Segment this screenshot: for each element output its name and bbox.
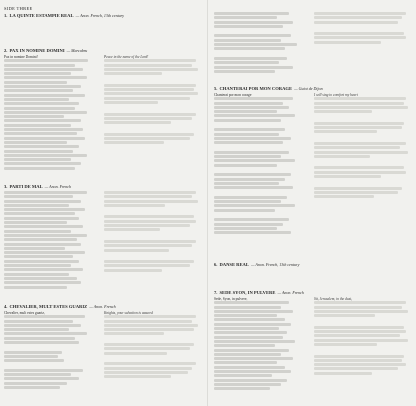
track-2 xyxy=(4,48,200,171)
track-1 xyxy=(4,13,200,18)
track-title: DANSE REAL xyxy=(219,262,249,267)
track-title: LA QUINTE ESTAMPIE REAL xyxy=(9,13,74,18)
translation-text xyxy=(314,297,410,392)
original-text xyxy=(214,93,310,236)
track-heading xyxy=(4,184,200,189)
track-4 xyxy=(4,304,200,390)
track-7 xyxy=(214,290,410,392)
lyric-line: Pax in nomine Domini! xyxy=(4,55,38,59)
track-credit: — Anon. French, 13th century xyxy=(250,262,300,267)
translation-line: Peace in the name of the Lord! xyxy=(104,55,149,59)
page-fold xyxy=(207,0,208,406)
lyrics-block xyxy=(4,55,200,171)
track-heading xyxy=(4,304,200,309)
track-number: 1. xyxy=(4,13,8,18)
track-title: CHANTERAI POR MON CORAGE xyxy=(219,86,293,91)
lyric-line: Chevalier, mult estes guariz, xyxy=(4,311,45,315)
original-text xyxy=(214,297,310,392)
lyrics-block xyxy=(4,191,200,290)
translation-line: I will sing to comfort my heart xyxy=(314,93,358,97)
translation-text xyxy=(104,191,200,290)
track-heading xyxy=(4,48,200,53)
track-title: PARTI DE MAL xyxy=(9,184,43,189)
track-number: 5. xyxy=(214,86,218,91)
translation-line: Knights, your salvation is assured xyxy=(104,311,153,315)
translation-text xyxy=(314,93,410,236)
original-text xyxy=(4,55,100,171)
track-credit: — Anon. French xyxy=(89,304,116,309)
track-credit: — Anon. French xyxy=(277,290,304,295)
lyric-line: Chanterai por mon corage xyxy=(214,93,252,97)
track-heading xyxy=(214,262,410,267)
track-title: PAX IN NOMINE DOMINI xyxy=(9,48,65,53)
track-credit: — Guiot de Dijon xyxy=(294,86,323,91)
track-title: CHEVALIER, MULT ESTES GUARIZ xyxy=(9,304,88,309)
lyric-line: Sede, Syon, in pulvere, xyxy=(214,297,248,301)
original-text xyxy=(214,12,310,74)
track-number: 6. xyxy=(214,262,218,267)
continued-lyrics-block xyxy=(214,12,410,74)
track-5 xyxy=(214,86,410,236)
track-number: 2. xyxy=(4,48,8,53)
translation-text xyxy=(104,55,200,171)
original-text xyxy=(4,311,100,390)
side-label: SIDE THREE xyxy=(4,6,33,11)
translation-text xyxy=(314,12,410,74)
left-column xyxy=(4,6,200,315)
lyrics-block xyxy=(214,93,410,236)
translation-line: Sit, Jerusalem, in the dust, xyxy=(314,297,353,301)
track-credit: — Anon. French xyxy=(44,184,71,189)
lyrics-block xyxy=(4,311,200,390)
track-heading xyxy=(214,86,410,91)
track-6 xyxy=(214,262,410,267)
track-title: SEDE SYON, IN PULVERE xyxy=(219,290,276,295)
track-heading xyxy=(4,13,200,18)
original-text xyxy=(4,191,100,290)
track-number: 4. xyxy=(4,304,8,309)
translation-text xyxy=(104,311,200,390)
track-3 xyxy=(4,184,200,290)
track-number: 3. xyxy=(4,184,8,189)
track-credit: — Marcabru xyxy=(66,48,88,53)
track-heading xyxy=(214,290,410,295)
track-credit: — Anon. French, 13th century xyxy=(75,13,125,18)
track-number: 7. xyxy=(214,290,218,295)
lyrics-block xyxy=(214,297,410,392)
